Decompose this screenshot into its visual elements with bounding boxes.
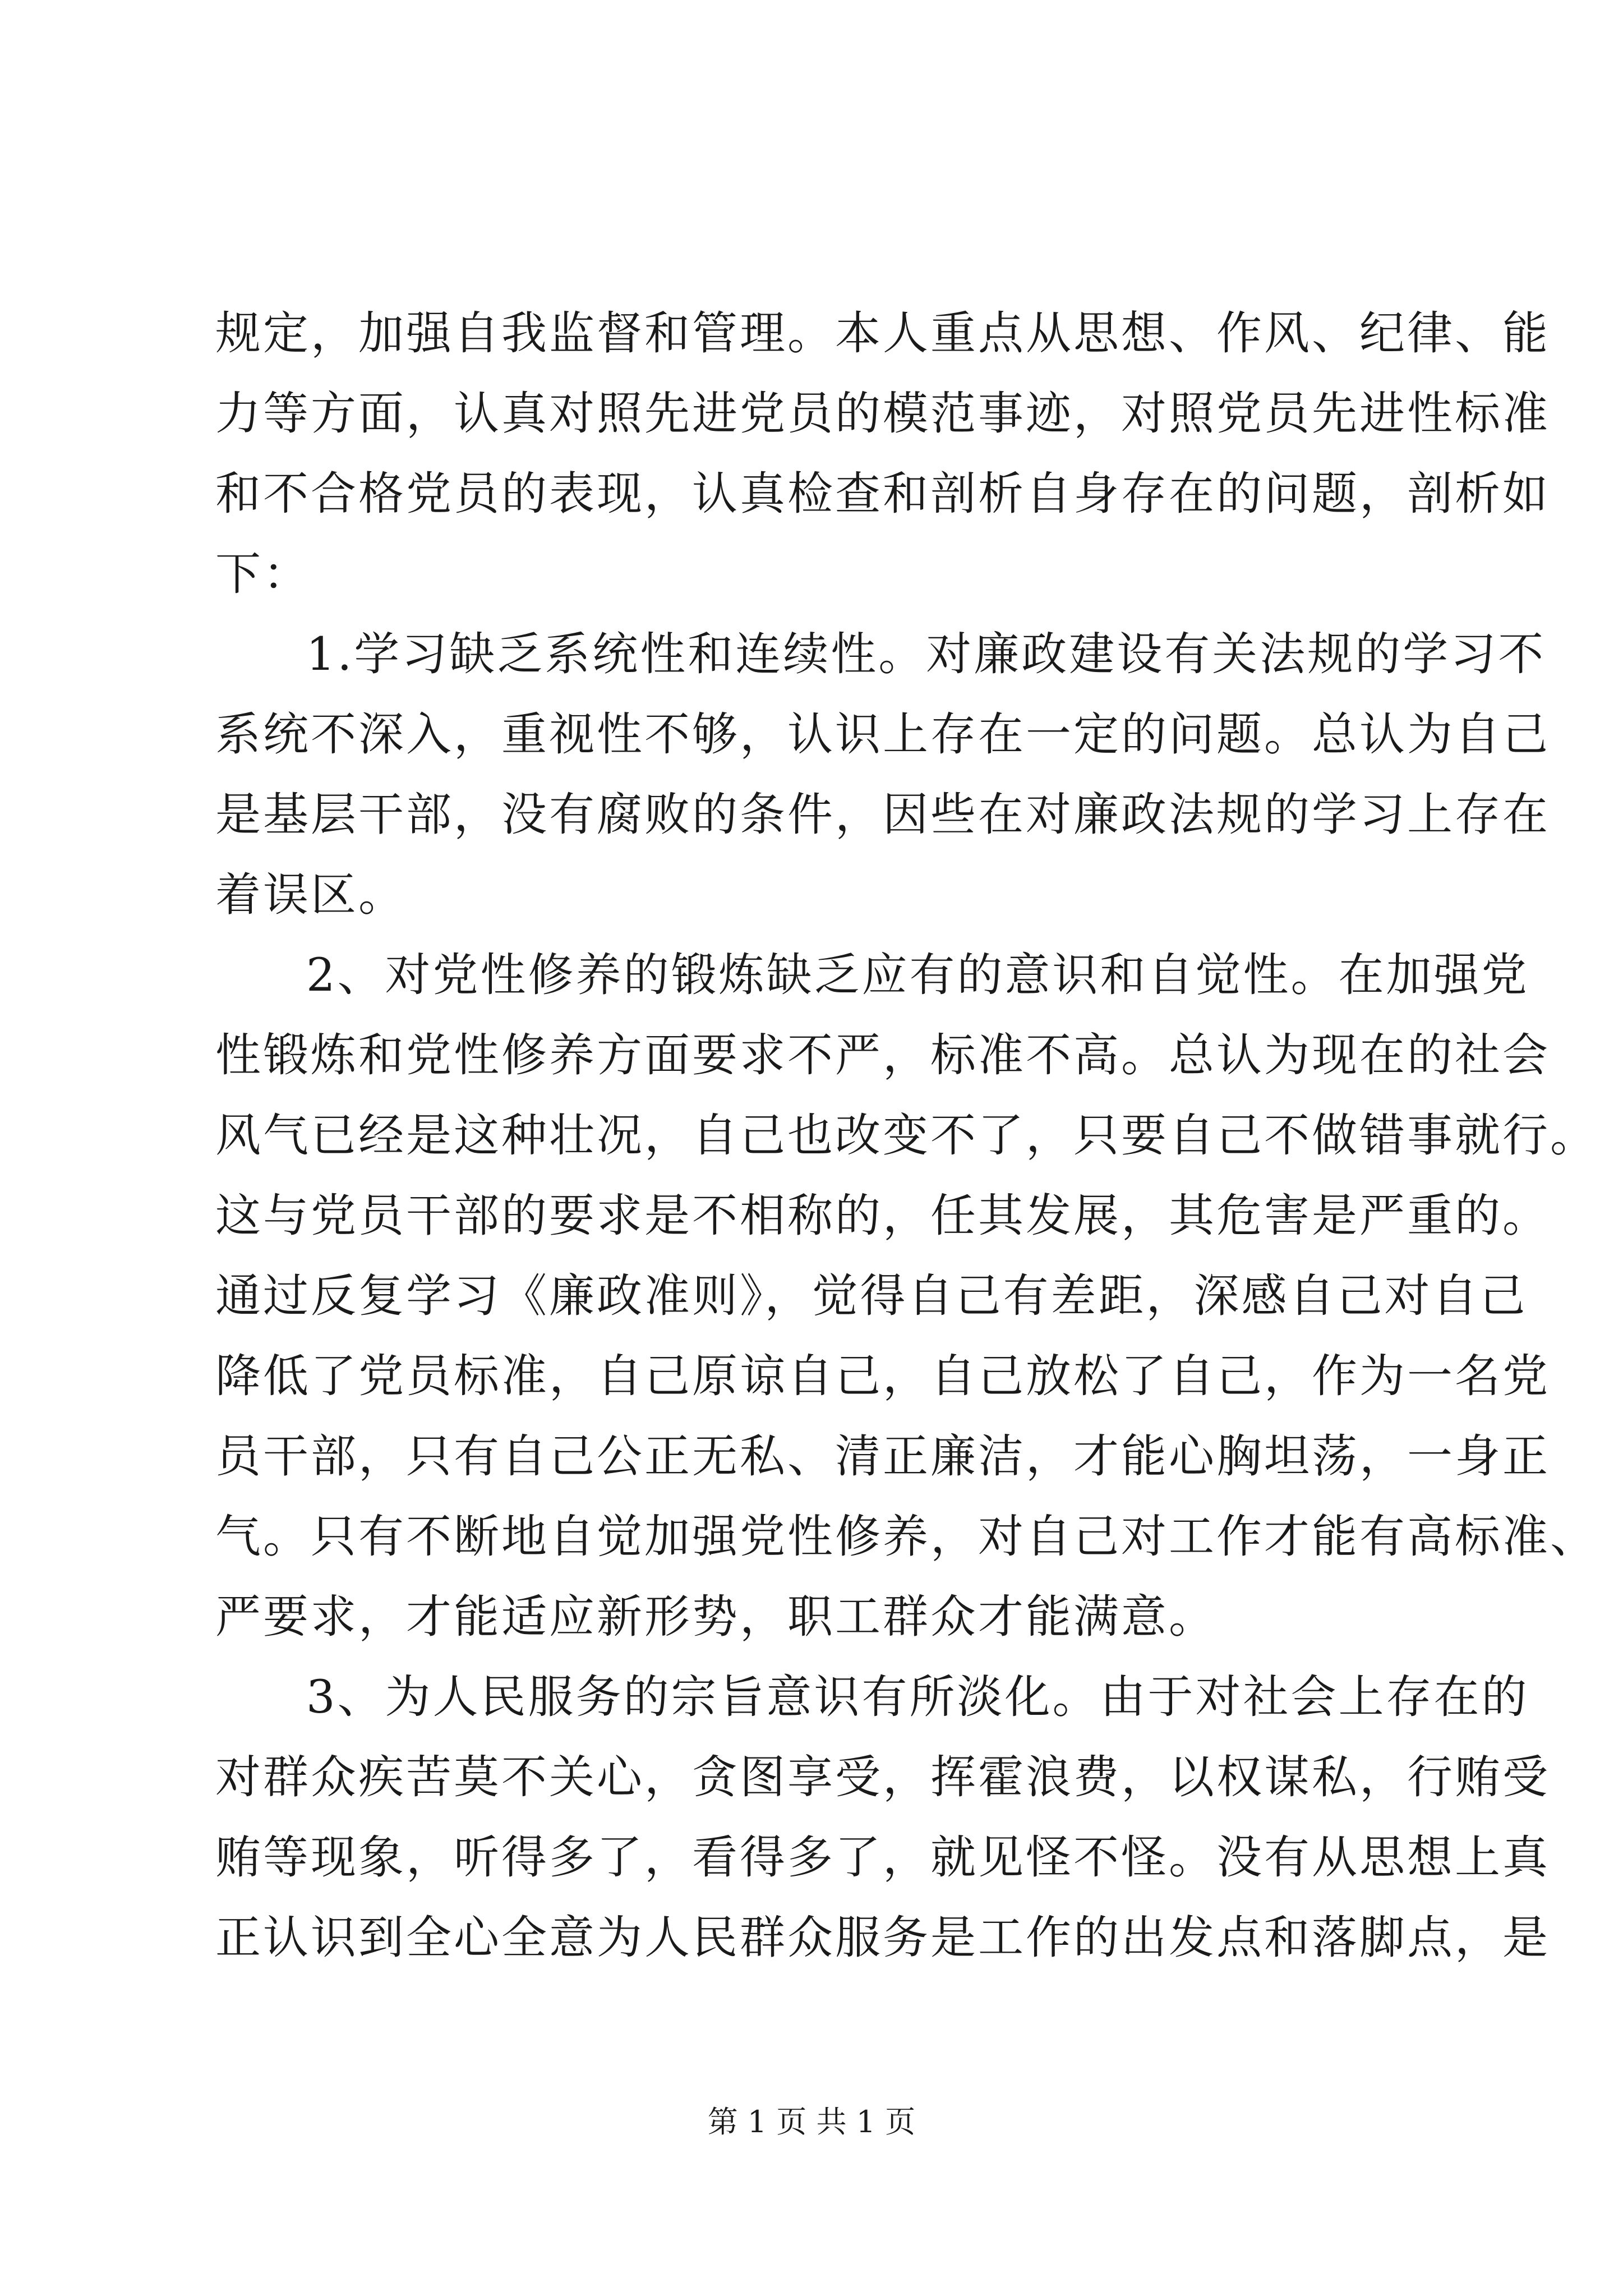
text-line-1: 规定，加强自我监督和管理。本人重点从思想、作风、纪律、能 [215,307,1551,360]
text-line-16: 气。只有不断地自觉加强党性修养，对自己对工作才能有高标准、 [215,1511,1598,1563]
text-line-10: 性锻炼和党性修养方面要求不严，标准不高。总认为现在的社会 [215,1029,1551,1082]
text-line-13: 通过反复学习《廉政准则》，觉得自己有差距，深感自己对自己 [215,1270,1528,1323]
paragraph-2-start: 2、对党性修养的锻炼缺乏应有的意识和自觉性。在加强党 [306,949,1529,1002]
text-line-19: 对群众疾苦莫不关心，贪图享受，挥霍浪费，以权谋私，行贿受 [215,1751,1551,1804]
text-line-20: 贿等现象，听得多了，看得多了，就见怪不怪。没有从思想上真 [215,1832,1551,1884]
text-line-14: 降低了党员标准，自己原谅自己，自己放松了自己，作为一名党 [215,1350,1551,1403]
text-line-6: 系统不深入，重视性不够，认识上存在一定的问题。总认为自己 [215,708,1551,761]
text-line-3: 和不合格党员的表现，认真检查和剖析自身存在的问题，剖析如 [215,468,1551,521]
text-line-15: 员干部，只有自己公正无私、清正廉洁，才能心胸坦荡，一身正 [215,1430,1551,1483]
paragraph-3-start: 3、为人民服务的宗旨意识有所淡化。由于对社会上存在的 [306,1671,1529,1724]
paragraph-1-start: 1.学习缺乏系统性和连续性。对廉政建设有关法规的学习不 [306,628,1546,681]
text-line-11: 风气已经是这种壮况，自己也改变不了，只要自己不做错事就行。 [215,1110,1598,1162]
text-line-8: 着误区。 [215,869,407,922]
text-line-21: 正认识到全心全意为人民群众服务是工作的出发点和落脚点，是 [215,1912,1551,1964]
page-number-footer: 第 1 页 共 1 页 [707,2104,916,2139]
text-line-17: 严要求，才能适应新形势，职工群众才能满意。 [215,1591,1217,1644]
text-line-7: 是基层干部，没有腐败的条件，因些在对廉政法规的学习上存在 [215,789,1551,841]
text-line-2: 力等方面，认真对照先进党员的模范事迹，对照党员先进性标准 [215,388,1551,440]
text-line-12: 这与党员干部的要求是不相称的，任其发展，其危害是严重的。 [215,1190,1551,1243]
text-line-4: 下： [215,548,311,601]
